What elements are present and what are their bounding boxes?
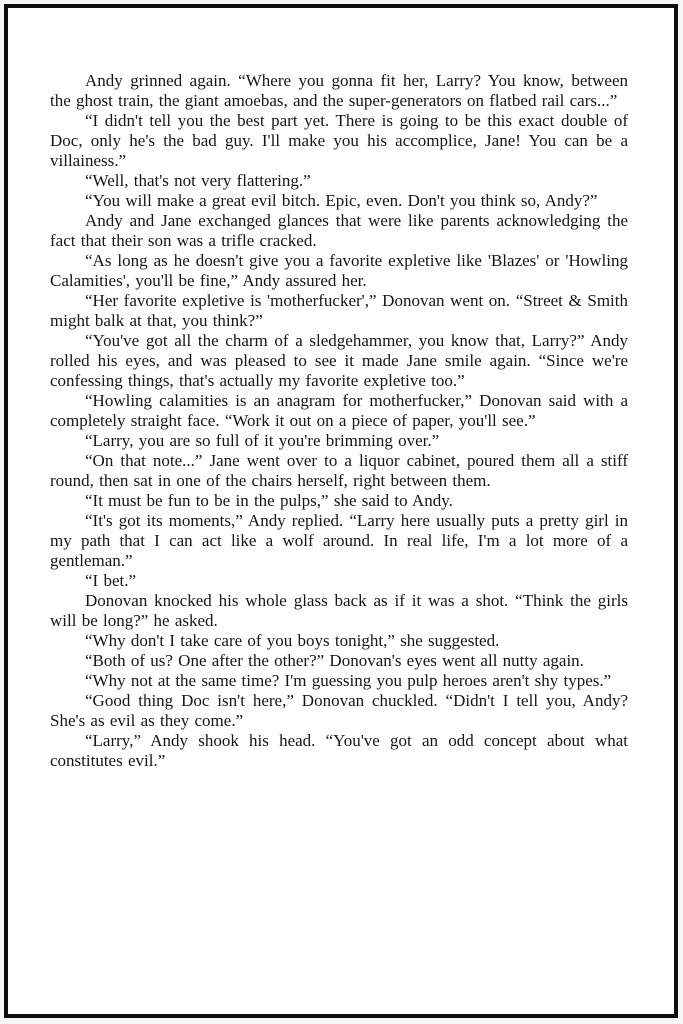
paragraph: “Her favorite expletive is 'motherfucker',” Donovan went on. “Street & Smith might balk at that, you think?” [50,291,628,330]
paragraph: “I didn't tell you the best part yet. There is going to be this exact double of Doc, only he's the bad guy. I'll make you his accomplice, Jane! You can be a villainess.” [50,111,628,170]
paragraph: “Well, that's not very flattering.” [85,171,311,190]
paragraph: “Both of us? One after the other?” Donovan's eyes went all nutty again. [85,651,584,670]
paragraph: Andy grinned again. “Where you gonna fit her, Larry? You know, between the ghost train, the giant amoebas, and the super-generators on flatbed rail cars...” [50,71,628,110]
paragraph: “You've got all the charm of a sledgehammer, you know that, Larry?” Andy rolled his eyes, and was pleased to see it made Jane smile again. “Since we're confessing things, that's actually my favorite expletive too.” [50,331,628,390]
paragraph: “I bet.” [85,571,137,590]
paragraph: Donovan knocked his whole glass back as if it was a shot. “Think the girls will be long?” he asked. [50,591,628,630]
paragraph: “Why don't I take care of you boys tonight,” she suggested. [85,631,500,650]
paragraph: “It must be fun to be in the pulps,” she said to Andy. [85,491,453,510]
paragraph: “Good thing Doc isn't here,” Donovan chuckled. “Didn't I tell you, Andy? She's as evil as they come.” [50,691,628,730]
paragraph: “Howling calamities is an anagram for motherfucker,” Donovan said with a completely straight face. “Work it out on a piece of paper, you'll see.” [50,391,628,430]
paragraph: “You will make a great evil bitch. Epic, even. Don't you think so, Andy?” [85,191,598,210]
paragraph: “Why not at the same time? I'm guessing you pulp heroes aren't shy types.” [85,671,612,690]
paragraph: “Larry,” Andy shook his head. “You've got an odd concept about what constitutes evil.” [50,731,628,770]
page-border-frame [4,4,678,1018]
paragraph: “As long as he doesn't give you a favorite expletive like 'Blazes' or 'Howling Calamities', you'll be fine,” Andy assured her. [50,251,628,290]
paragraph: Andy and Jane exchanged glances that were like parents acknowledging the fact that their son was a trifle cracked. [50,211,628,250]
paragraph: “Larry, you are so full of it you're brimming over.” [85,431,440,450]
page-text-body [50,71,628,771]
paragraph: “On that note...” Jane went over to a liquor cabinet, poured them all a stiff round, then sat in one of the chairs herself, right between them. [50,451,628,490]
paragraph: “It's got its moments,” Andy replied. “Larry here usually puts a pretty girl in my path that I can act like a wolf around. In real life, I'm a lot more of a gentleman.” [50,511,628,570]
